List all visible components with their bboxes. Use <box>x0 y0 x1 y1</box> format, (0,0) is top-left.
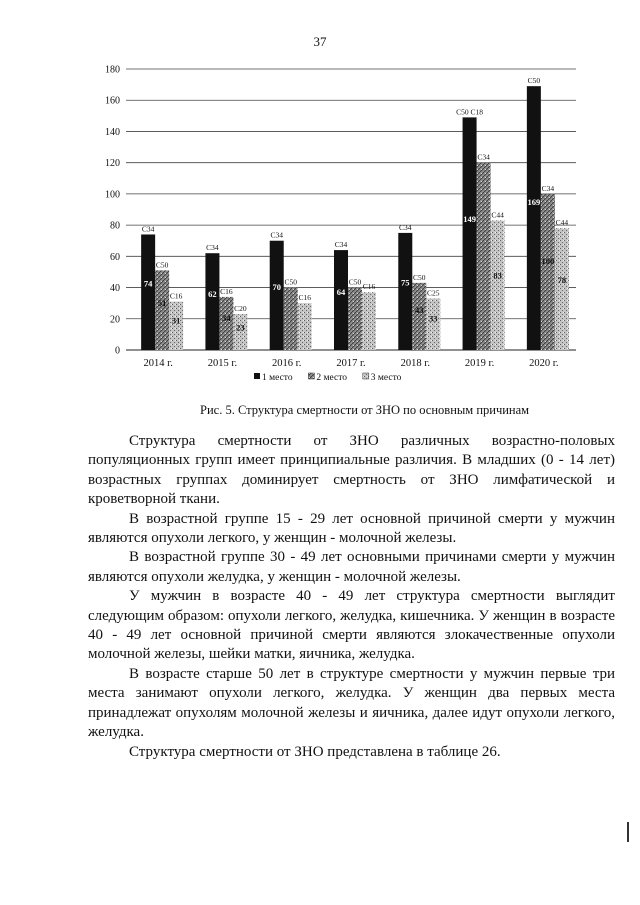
bar-series-1 <box>141 234 155 350</box>
bar-series-2 <box>348 288 362 350</box>
bar-code-label: C34 <box>477 152 490 162</box>
bar-code-label: C16 <box>298 293 311 303</box>
x-tick-label: 2016 г. <box>272 358 302 369</box>
x-tick-label: 2017 г. <box>336 358 366 369</box>
bar-value-label: 149 <box>463 214 476 225</box>
bar-code-label: C50 <box>527 76 541 86</box>
legend-swatch-2 <box>308 373 314 379</box>
bar-series-2 <box>155 270 169 350</box>
bar-code-label: C34 <box>541 183 555 193</box>
bar-series-3 <box>426 298 440 350</box>
y-tick-label: 20 <box>110 314 120 326</box>
y-tick-label: 60 <box>110 251 120 263</box>
bar-value-label: 78 <box>557 275 567 286</box>
y-tick-label: 100 <box>105 189 120 201</box>
margin-mark <box>627 822 629 842</box>
bar-chart <box>96 60 596 395</box>
y-tick-label: 80 <box>110 220 120 232</box>
bar-code-label: C34 <box>206 243 219 253</box>
paragraph-3: В возрастной группе 30 - 49 лет основными причинами смерти у мужчин являются опухоли желудка, у женщин - молочной железы. <box>88 549 615 585</box>
bar-code-label: C34 <box>141 224 155 234</box>
legend-label: 1 место <box>262 373 293 383</box>
bar-value-label: 169 <box>527 196 541 207</box>
bar-value-label: 74 <box>143 278 153 289</box>
bar-code-label: C44 <box>491 210 504 220</box>
bar-code-label: C50 <box>348 277 362 287</box>
bar-series-2 <box>541 194 555 350</box>
bar-value-label: 33 <box>429 313 438 324</box>
bar-series-2 <box>219 297 233 350</box>
x-tick-label: 2019 г. <box>464 358 495 369</box>
bar-series-3 <box>555 228 569 350</box>
legend-label: 2 место <box>316 373 347 383</box>
bar-code-label: C50 C18 <box>456 107 484 117</box>
bar-value-label: 34 <box>222 312 231 323</box>
bar-series-1 <box>334 250 348 350</box>
bar-series-3 <box>362 292 376 350</box>
paragraph-5: В возрасте старше 50 лет в структуре смертности у мужчин первые три места занимают опухоли легкого, желудка. У женщин два первых места принадлежат опухолям молочной железы и яичника, далее идут опухоли легкого, желудка. <box>88 665 615 741</box>
y-tick-label: 140 <box>105 126 120 138</box>
y-tick-label: 120 <box>105 158 120 170</box>
bar-value-label: 51 <box>157 298 167 309</box>
bar-series-1 <box>527 86 541 350</box>
bar-code-label: C44 <box>555 218 569 228</box>
bar-series-3 <box>491 220 505 350</box>
bar-series-3 <box>298 303 312 350</box>
bar-code-label: C34 <box>399 222 412 232</box>
paragraph-4: У мужчин в возрасте 40 - 49 лет структура смертности выглядит следующим образом: опухоли легкого, желудка, кишечника. У женщин в возрасте 40 - 49 лет основной причиной смерти являются злокачественные опухоли молочной железы, шейки матки, яичника, желудка. <box>88 588 615 663</box>
bar-value-label: 75 <box>401 277 410 288</box>
figure-caption: Рис. 5. Структура смертности от ЗНО по основным причинам <box>200 403 530 417</box>
bar-series-2 <box>284 288 298 350</box>
bar-series-2 <box>412 283 426 350</box>
bar-value-label: 62 <box>208 288 217 299</box>
bar-code-label: C34 <box>270 230 283 240</box>
x-tick-label: 2020 г. <box>529 358 559 369</box>
y-tick-label: 40 <box>110 283 120 295</box>
bar-series-1 <box>205 253 219 350</box>
bar-value-label: 31 <box>171 315 181 326</box>
bar-series-3 <box>169 302 183 350</box>
legend-swatch-3 <box>363 373 369 379</box>
bar-series-1 <box>463 117 477 350</box>
bar-value-label: 64 <box>336 287 346 298</box>
bar-value-label: 70 <box>272 281 281 292</box>
y-tick-label: 180 <box>105 64 120 76</box>
body-text <box>88 432 615 762</box>
bar-value-label: 100 <box>541 256 555 267</box>
y-tick-label: 0 <box>115 345 120 357</box>
bar-code-label: C25 <box>427 288 440 298</box>
bar-code-label: C16 <box>362 282 376 292</box>
bar-code-label: C50 <box>155 260 169 270</box>
paragraph-6: Структура смертности от ЗНО представлена в таблице 26. <box>129 743 501 760</box>
bar-value-label: 43 <box>415 305 424 316</box>
paragraph-2: В возрастной группе 15 - 29 лет основной причиной смерти у мужчин являются опухоли легкого, у женщин - молочной железы. <box>88 510 615 547</box>
bar-code-label: C16 <box>169 291 183 301</box>
page-number: 37 <box>313 34 327 49</box>
x-tick-label: 2015 г. <box>207 358 238 369</box>
bar-value-label: 23 <box>236 322 245 333</box>
bar-series-2 <box>477 163 491 350</box>
paragraph-1: Структура смертности от ЗНО различных возрастно-половых популяционных групп имеет принципиальные различия. В младших (0 - 14 лет) возрастных группах доминирует смертность от ЗНО лимфатической и кроветворной ткани. <box>88 433 615 508</box>
bar-value-label: 83 <box>493 270 502 281</box>
bar-code-label: C50 <box>284 277 297 287</box>
x-tick-label: 2018 г. <box>400 358 430 369</box>
bar-series-1 <box>398 233 412 350</box>
legend-label: 3 место <box>370 373 402 383</box>
bar-code-label: C34 <box>334 240 348 250</box>
bar-code-label: C20 <box>234 304 247 314</box>
bar-code-label: C50 <box>413 272 426 282</box>
x-tick-label: 2014 г. <box>143 358 173 369</box>
bar-series-1 <box>270 241 284 350</box>
y-tick-label: 160 <box>105 95 120 107</box>
bar-code-label: C16 <box>220 286 233 296</box>
legend-swatch-1 <box>254 373 260 379</box>
